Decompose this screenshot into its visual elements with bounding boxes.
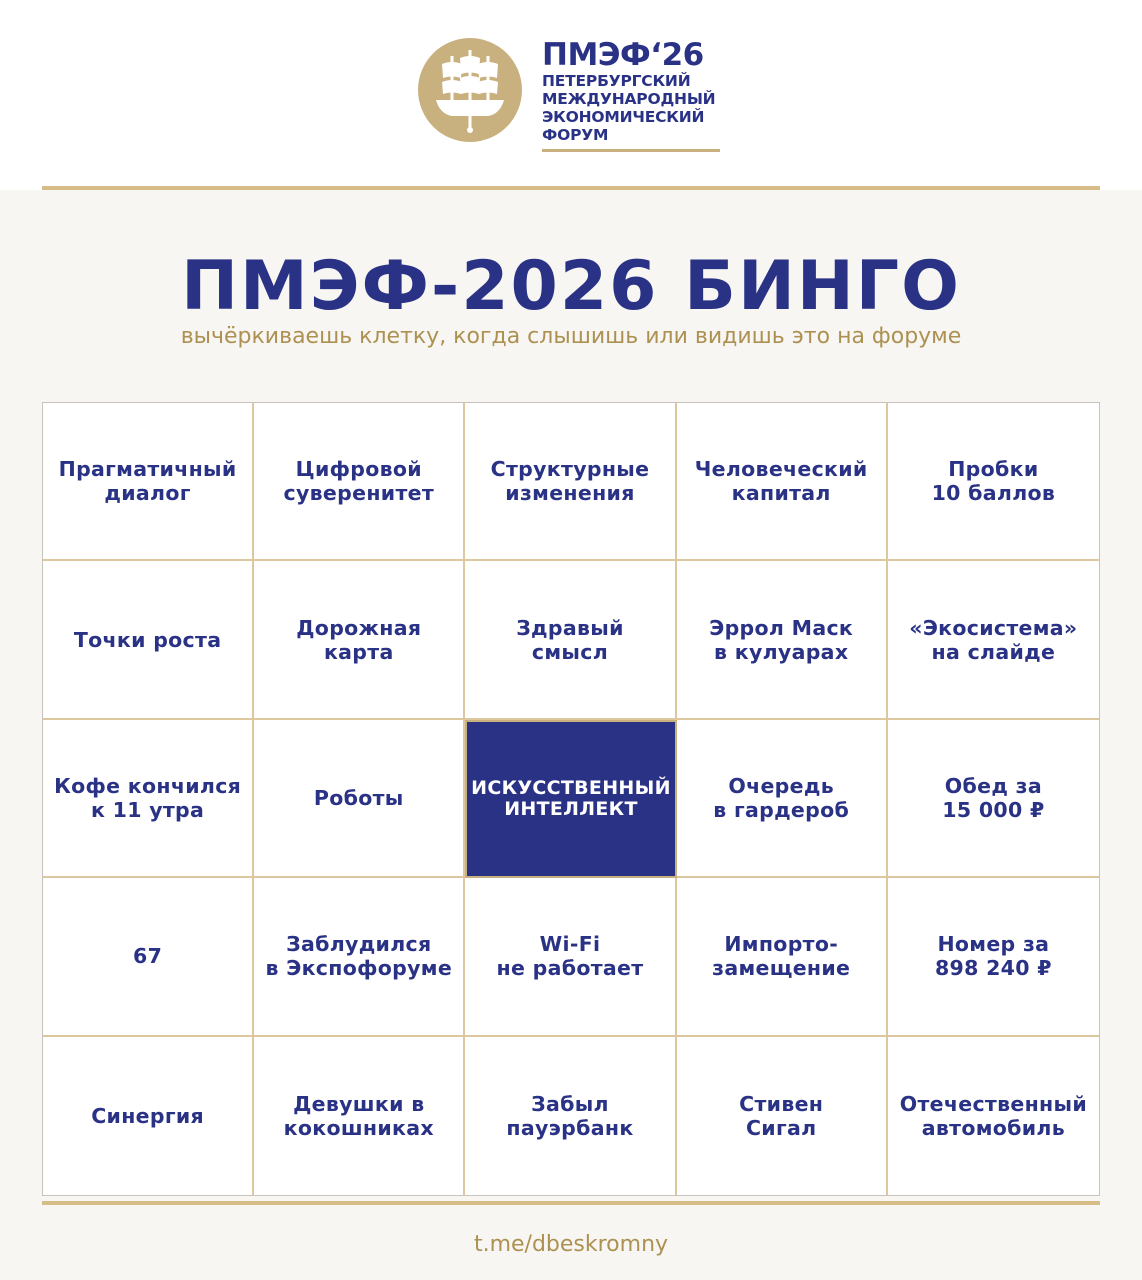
logo-line-2: МЕЖДУНАРОДНЫЙ — [542, 90, 716, 108]
bingo-cell-label: Цифровой суверенитет — [283, 457, 435, 506]
bingo-cell[interactable] — [888, 561, 1099, 719]
bingo-cell[interactable] — [43, 878, 254, 1036]
bingo-cell[interactable] — [888, 403, 1099, 561]
bingo-cell[interactable] — [677, 878, 888, 1036]
bingo-cell-label: Точки роста — [73, 627, 222, 652]
bottom-divider — [42, 1201, 1100, 1205]
bingo-cell-label: Номер за 898 240 ₽ — [934, 932, 1052, 981]
bingo-cell[interactable] — [465, 403, 676, 561]
bingo-cell-label: Отечественный автомобиль — [899, 1091, 1087, 1140]
logo-title: ПМЭФ‘26 — [542, 37, 704, 73]
bingo-cell-label: Здравый смысл — [516, 615, 624, 664]
bingo-cell[interactable] — [254, 878, 465, 1036]
bingo-cell-label: Роботы — [313, 785, 404, 810]
bingo-cell-label: Очередь в гардероб — [713, 773, 850, 822]
bingo-grid — [42, 402, 1100, 1196]
bingo-cell-label: Кофе кончился к 11 утра — [54, 773, 242, 822]
bingo-cell-label: Стивен Сигал — [739, 1091, 824, 1140]
bingo-cell[interactable] — [465, 561, 676, 719]
bingo-cell-label: Девушки в кокошниках — [283, 1091, 434, 1140]
bingo-cell-label: Заблудился в Экспофоруме — [265, 932, 453, 981]
bingo-cell[interactable] — [43, 403, 254, 561]
bingo-cell-label: ИСКУССТВЕННЫЙ ИНТЕЛЛЕКТ — [471, 776, 671, 820]
top-divider — [42, 186, 1100, 190]
bingo-cell-label: Пробки 10 баллов — [931, 457, 1056, 506]
bingo-cell-label: 67 — [133, 944, 163, 969]
bingo-cell[interactable] — [254, 720, 465, 878]
logo-text — [542, 38, 732, 152]
bingo-cell-label: Структурные изменения — [490, 457, 650, 506]
bingo-cell[interactable] — [465, 1037, 676, 1195]
bingo-cell[interactable] — [888, 1037, 1099, 1195]
bingo-cell[interactable] — [677, 403, 888, 561]
bingo-cell-label: Обед за 15 000 ₽ — [942, 773, 1045, 822]
bingo-cell-label: Забыл пауэрбанк — [506, 1091, 634, 1140]
bingo-cell[interactable] — [43, 561, 254, 719]
bingo-cell[interactable] — [677, 561, 888, 719]
logo-line-4: ФОРУМ — [542, 126, 609, 144]
bingo-cell[interactable] — [888, 878, 1099, 1036]
bingo-cell-label: Импорто- замещение — [712, 932, 851, 981]
bingo-cell-label: Человеческий капитал — [694, 457, 868, 506]
bingo-cell-free[interactable] — [465, 720, 676, 878]
bingo-cell[interactable] — [888, 720, 1099, 878]
logo-line-3: ЭКОНОМИЧЕСКИЙ — [542, 108, 705, 126]
bingo-cell[interactable] — [677, 1037, 888, 1195]
logo-line-1: ПЕТЕРБУРГСКИЙ — [542, 72, 691, 90]
bingo-cell-label: Wi-Fi не работает — [496, 932, 644, 981]
bingo-cell[interactable] — [254, 403, 465, 561]
header — [0, 0, 1142, 190]
forum-logo — [418, 38, 728, 158]
footer-link[interactable]: t.me/dbeskromny — [473, 1232, 669, 1257]
bingo-cell-label: «Экосистема» на слайде — [909, 615, 1078, 664]
bingo-cell[interactable] — [677, 720, 888, 878]
bingo-cell-label: Прагматичный диалог — [58, 457, 237, 506]
bingo-cell[interactable] — [254, 1037, 465, 1195]
bingo-cell[interactable] — [465, 878, 676, 1036]
logo-underline — [542, 149, 720, 152]
ship-emblem-icon — [418, 38, 522, 142]
page-title: ПМЭФ-2026 БИНГО — [181, 247, 961, 326]
page-subtitle: вычёркиваешь клетку, когда слышишь или видишь это на форуме — [180, 324, 962, 349]
bingo-cell[interactable] — [43, 720, 254, 878]
bingo-cell[interactable] — [43, 1037, 254, 1195]
bingo-cell-label: Синергия — [91, 1103, 204, 1128]
bingo-cell-label: Эррол Маск в кулуарах — [709, 615, 854, 664]
bingo-cell[interactable] — [254, 561, 465, 719]
bingo-cell-label: Дорожная карта — [296, 615, 422, 664]
